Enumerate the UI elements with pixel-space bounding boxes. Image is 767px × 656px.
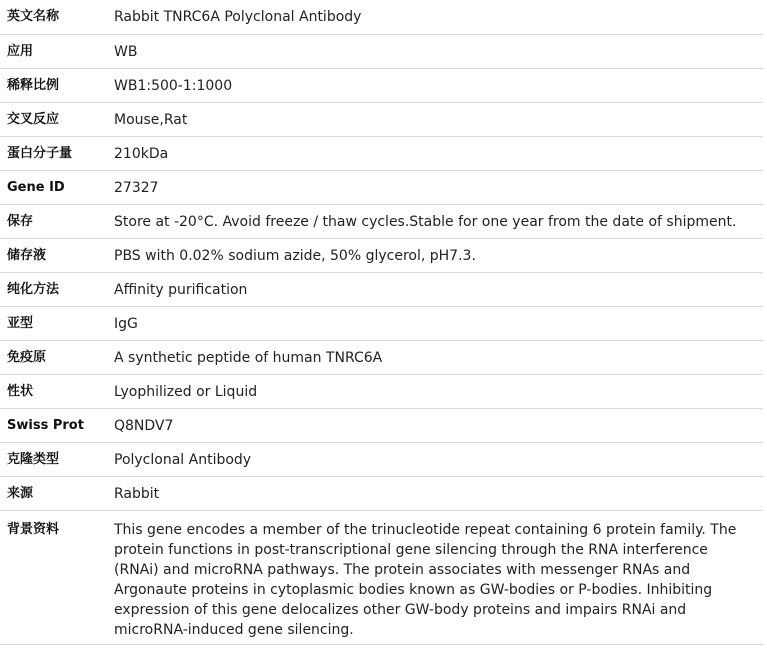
spec-row-immunogen <box>0 340 763 374</box>
spec-label: 纯化方法 <box>0 272 114 306</box>
spec-label: 储存液 <box>0 238 114 272</box>
spec-row-host <box>0 476 763 510</box>
spec-row-form <box>0 374 763 408</box>
spec-value: 27327 <box>114 170 763 204</box>
spec-label: 蛋白分子量 <box>0 136 114 170</box>
spec-label: 英文名称 <box>0 0 114 34</box>
spec-value: IgG <box>114 306 763 340</box>
spec-value: Polyclonal Antibody <box>114 442 763 476</box>
spec-row-english-name <box>0 0 763 34</box>
spec-value: A synthetic peptide of human TNRC6A <box>114 340 763 374</box>
spec-value: 210kDa <box>114 136 763 170</box>
spec-row-background <box>0 510 763 644</box>
spec-row-molecular-weight <box>0 136 763 170</box>
spec-label: 性状 <box>0 374 114 408</box>
spec-row-application <box>0 34 763 68</box>
spec-label: 免疫原 <box>0 340 114 374</box>
spec-label: 来源 <box>0 476 114 510</box>
spec-label: 稀释比例 <box>0 68 114 102</box>
spec-value: PBS with 0.02% sodium azide, 50% glycerol, pH7.3. <box>114 238 763 272</box>
spec-row-isotype <box>0 306 763 340</box>
spec-row-dilution <box>0 68 763 102</box>
spec-value: Rabbit TNRC6A Polyclonal Antibody <box>114 0 763 34</box>
spec-value: Lyophilized or Liquid <box>114 374 763 408</box>
spec-value: Q8NDV7 <box>114 408 763 442</box>
spec-label: 保存 <box>0 204 114 238</box>
spec-label: 应用 <box>0 34 114 68</box>
spec-value: Store at -20°C. Avoid freeze / thaw cycles.Stable for one year from the date of shipment. <box>114 204 763 238</box>
spec-label: 交叉反应 <box>0 102 114 136</box>
spec-row-swiss-prot <box>0 408 763 442</box>
spec-label: Gene ID <box>0 170 114 204</box>
spec-row-clonality <box>0 442 763 476</box>
spec-row-storage <box>0 204 763 238</box>
spec-value: WB1:500-1:1000 <box>114 68 763 102</box>
spec-value: Rabbit <box>114 476 763 510</box>
spec-row-purification <box>0 272 763 306</box>
spec-label: Swiss Prot <box>0 408 114 442</box>
spec-label: 亚型 <box>0 306 114 340</box>
spec-label: 背景资料 <box>0 510 114 644</box>
spec-value-background: This gene encodes a member of the trinucleotide repeat containing 6 protein family. The protein functions in post-transcriptional gene silencing through the RNA interference (RNAi) and microRNA pathways. The protein associates with messenger RNAs and Argonaute proteins in cytoplasmic bodies known as GW-bodies or P-bodies. Inhibiting expression of this gene delocalizes other GW-body proteins and impairs RNAi and microRNA-induced gene silencing. <box>114 510 763 644</box>
spec-value: Mouse,Rat <box>114 102 763 136</box>
spec-row-reactivity <box>0 102 763 136</box>
spec-row-gene-id <box>0 170 763 204</box>
spec-row-buffer <box>0 238 763 272</box>
spec-label: 克隆类型 <box>0 442 114 476</box>
spec-value: Affinity purification <box>114 272 763 306</box>
spec-value: WB <box>114 34 763 68</box>
